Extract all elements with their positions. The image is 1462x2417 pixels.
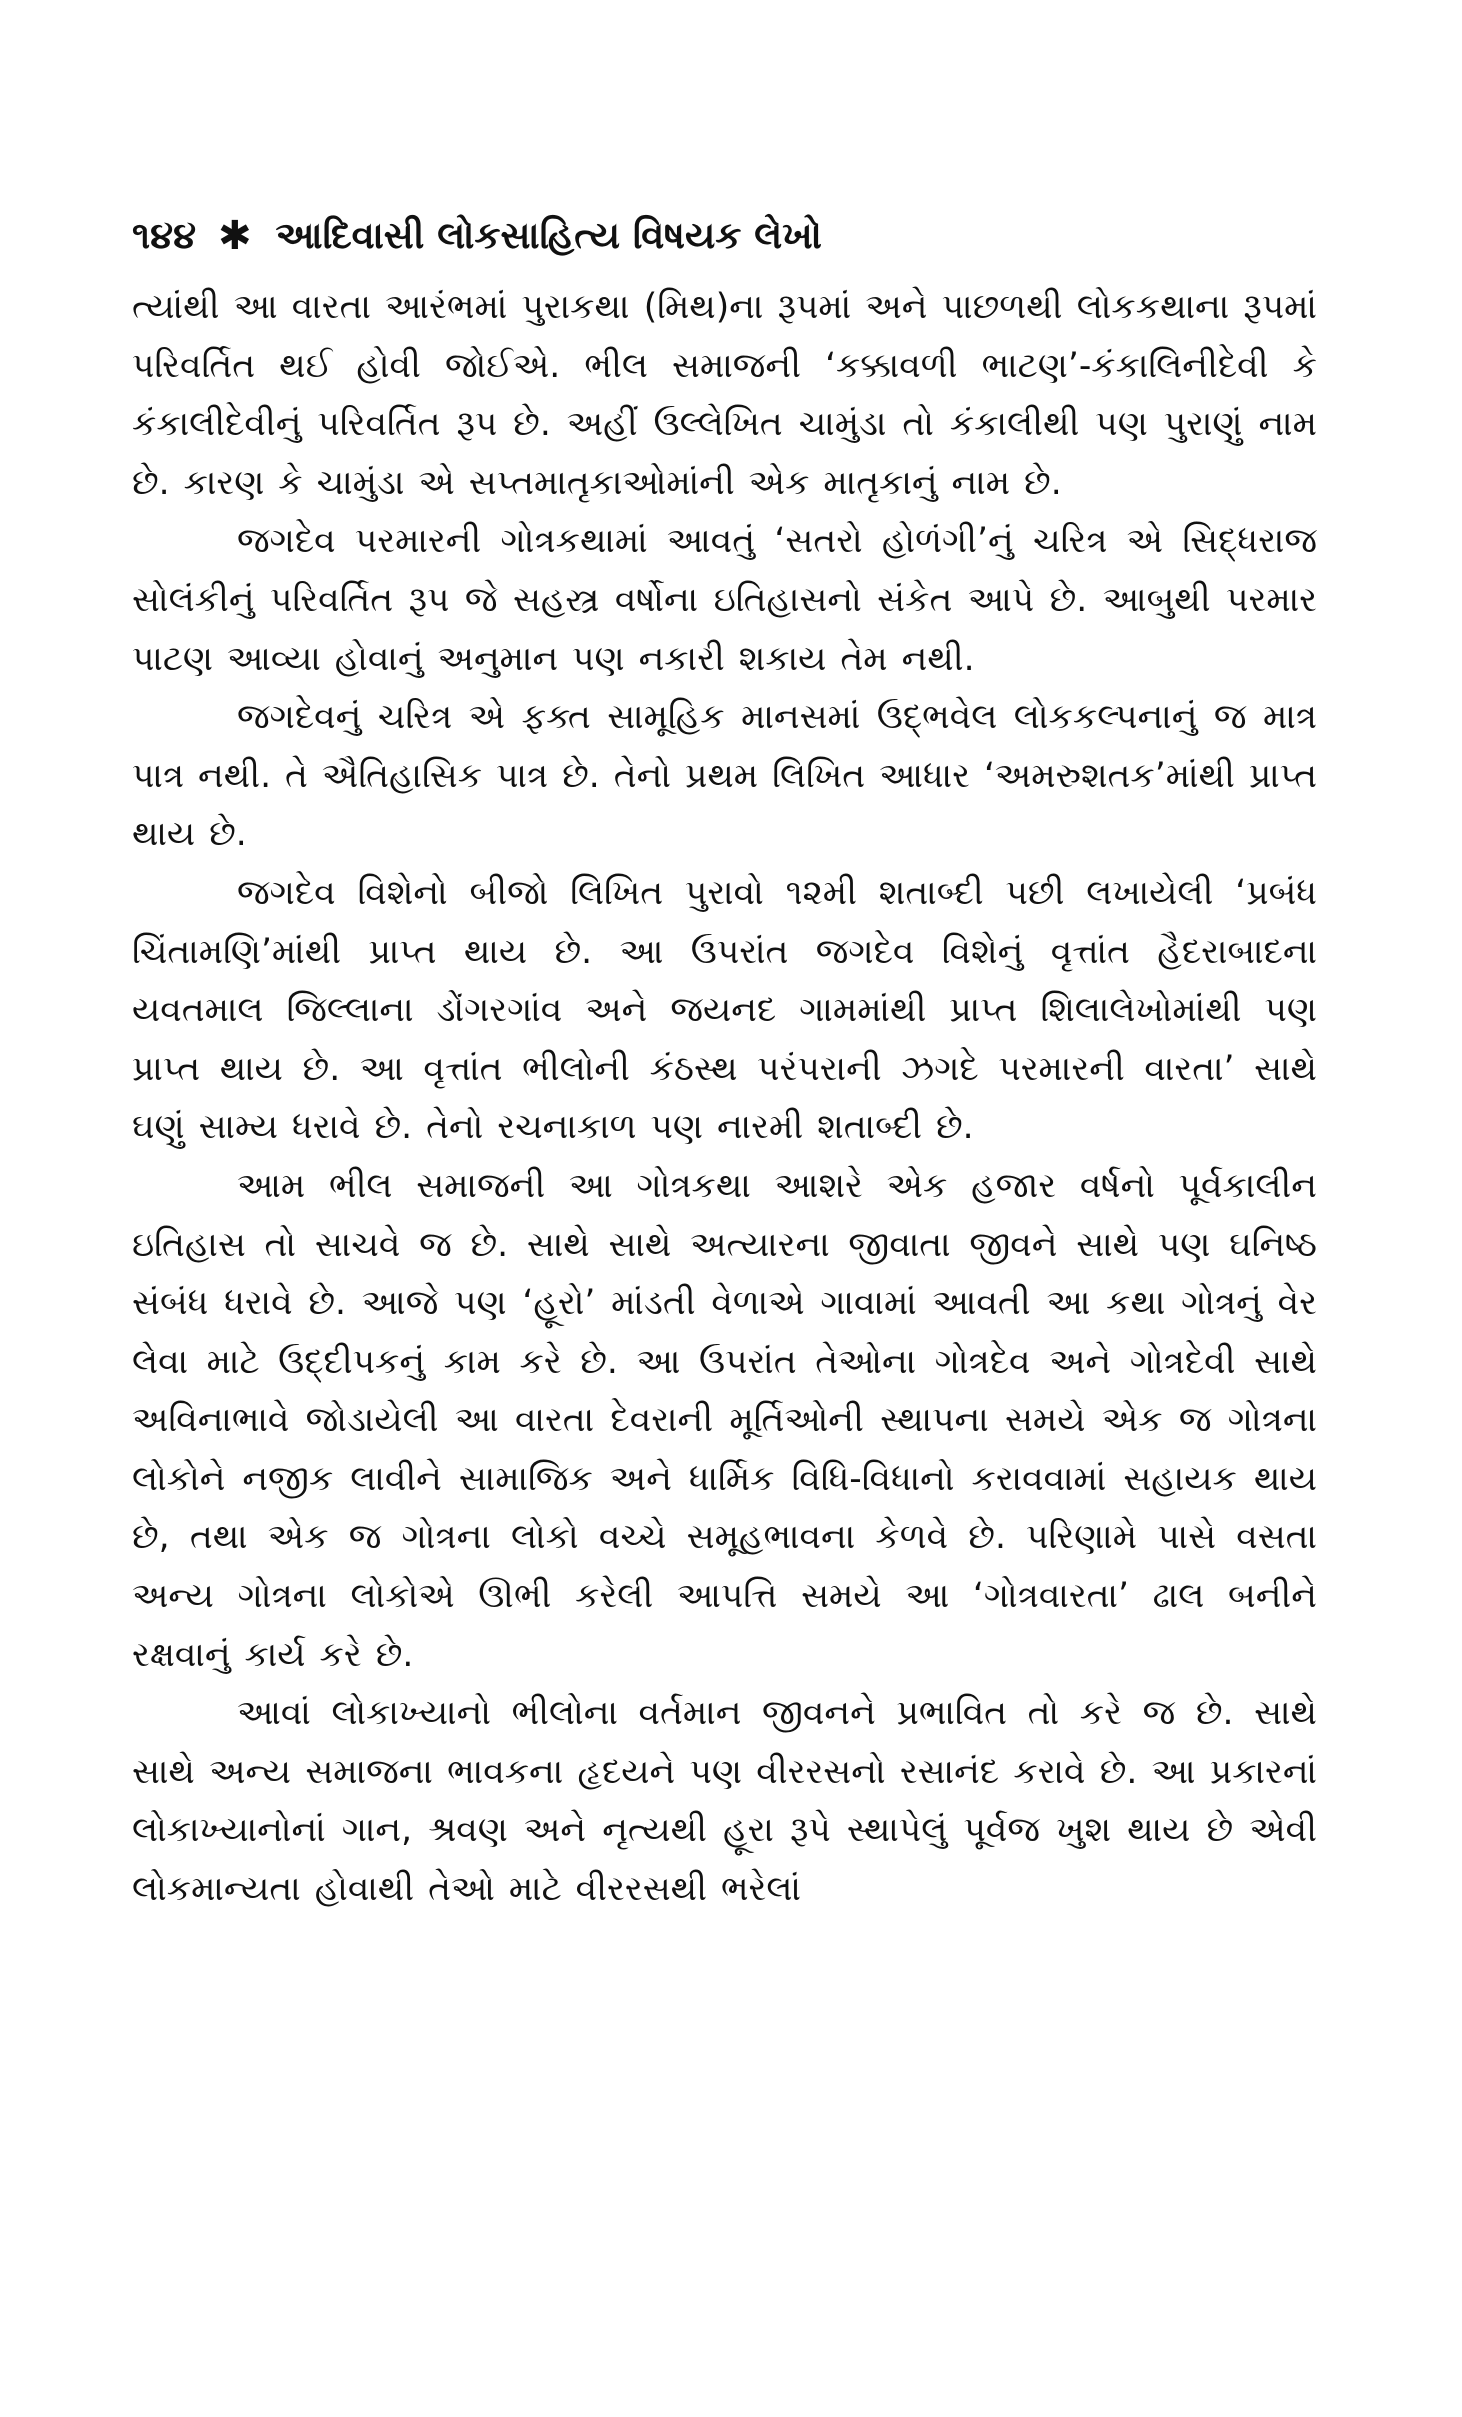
asterisk-separator-icon: ✱ xyxy=(218,213,252,259)
paragraph-4: જગદેવ વિશેનો બીજો લિખિત પુરાવો ૧૨મી શતાબ્દી પછી લખાયેલી ‘પ્રબંધ ચિંતામણિ’માંથી પ્રાપ્ત થાય છે. આ ઉપરાંત જગદેવ વિશેનું વૃત્તાંત હૈદરાબાદના યવતમાલ જિલ્લાના ડોંગરગાંવ અને જયનદ ગામમાંથી પ્રાપ્ત શિલાલેખોમાંથી પણ પ્રાપ્ત થાય છે. આ વૃત્તાંત ભીલોની કંઠસ્થ પરંપરાની ઝગદે પરમારની વારતા’ સાથે ઘણું સામ્ય ધરાવે છે. તેનો રચનાકાળ પણ નારમી શતાબ્દી છે. xyxy=(132,872,1317,1148)
paragraph-3: જગદેવનું ચરિત્ર એ ફક્ત સામૂહિક માનસમાં ઉદ્ભવેલ લોકકલ્પનાનું જ માત્ર પાત્ર નથી. તે ઐતિહાસિક પાત્ર છે. તેનો પ્રથમ લિખિત આધાર ‘અમરુશતક’માંથી પ્રાપ્ત થાય છે. xyxy=(132,697,1317,855)
paragraph-1: ત્યાંથી આ વારતા આરંભમાં પુરાકથા (મિથ)ના રૂપમાં અને પાછળથી લોકકથાના રૂપમાં પરિવર્તિત થઈ હોવી જોઈએ. ભીલ સમાજની ‘કક્કાવળી ભાટણ’-કંકાલિનીદેવી કે કંકાલીદેવીનું પરિવર્તિત રૂપ છે. અહીં ઉલ્લેખિત ચામુંડા તો કંકાલીથી પણ પુરાણું નામ છે. કારણ કે ચામુંડા એ સપ્તમાતૃકાઓમાંની એક માતૃકાનું નામ છે. xyxy=(132,287,1317,503)
page-number: ૧૪૪ xyxy=(132,214,197,257)
paragraph-6: આવાં લોકાખ્યાનો ભીલોના વર્તમાન જીવનને પ્રભાવિત તો કરે જ છે. સાથે સાથે અન્ય સમાજના ભાવકના હૃદયને પણ વીરરસનો રસાનંદ કરાવે છે. આ પ્રકારનાં લોકાખ્યાનોનાં ગાન, શ્રવણ અને નૃત્યથી હૂરા રૂપે સ્થાપેલું પૂર્વજ ખુશ થાય છે એવી લોકમાન્યતા હોવાથી તેઓ માટે વીરરસથી ભરેલાં xyxy=(132,1693,1317,1910)
body-text xyxy=(132,278,1317,1919)
paragraph-2: જગદેવ પરમારની ગોત્રકથામાં આવતું ‘સતરો હોળંગી’નું ચરિત્ર એ સિદ્ધરાજ સોલંકીનું પરિવર્તિત રૂપ જે સહસ્ત્ર વર્ષોના ઇતિહાસનો સંકેત આપે છે. આબુથી પરમાર પાટણ આવ્યા હોવાનું અનુમાન પણ નકારી શકાય તેમ નથી. xyxy=(132,521,1317,679)
running-header xyxy=(132,208,1332,264)
paragraph-5: આમ ભીલ સમાજની આ ગોત્રકથા આશરે એક હજાર વર્ષનો પૂર્વકાલીન ઇતિહાસ તો સાચવે જ છે. સાથે સાથે અત્યારના જીવાતા જીવને સાથે પણ ઘનિષ્ઠ સંબંધ ધરાવે છે. આજે પણ ‘હૂરો’ માંડતી વેળાએ ગાવામાં આવતી આ કથા ગોત્રનું વેર લેવા માટે ઉદ્દીપકનું કામ કરે છે. આ ઉપરાંત તેઓના ગોત્રદેવ અને ગોત્રદેવી સાથે અવિનાભાવે જોડાયેલી આ વારતા દેવરાની મૂર્તિઓની સ્થાપના સમયે એક જ ગોત્રના લોકોને નજીક લાવીને સામાજિક અને ધાર્મિક વિધિ-વિધાનો કરાવવામાં સહાયક થાય છે, તથા એક જ ગોત્રના લોકો વચ્ચે સમૂહભાવના કેળવે છે. પરિણામે પાસે વસતા અન્ય ગોત્રના લોકોએ ઊભી કરેલી આપત્તિ સમયે આ ‘ગોત્રવારતા’ ઢાલ બનીને રક્ષવાનું કાર્ય કરે છે. xyxy=(132,1165,1317,1675)
book-title: આદિવાસી લોકસાહિત્ય વિષયક લેખો xyxy=(275,214,822,257)
